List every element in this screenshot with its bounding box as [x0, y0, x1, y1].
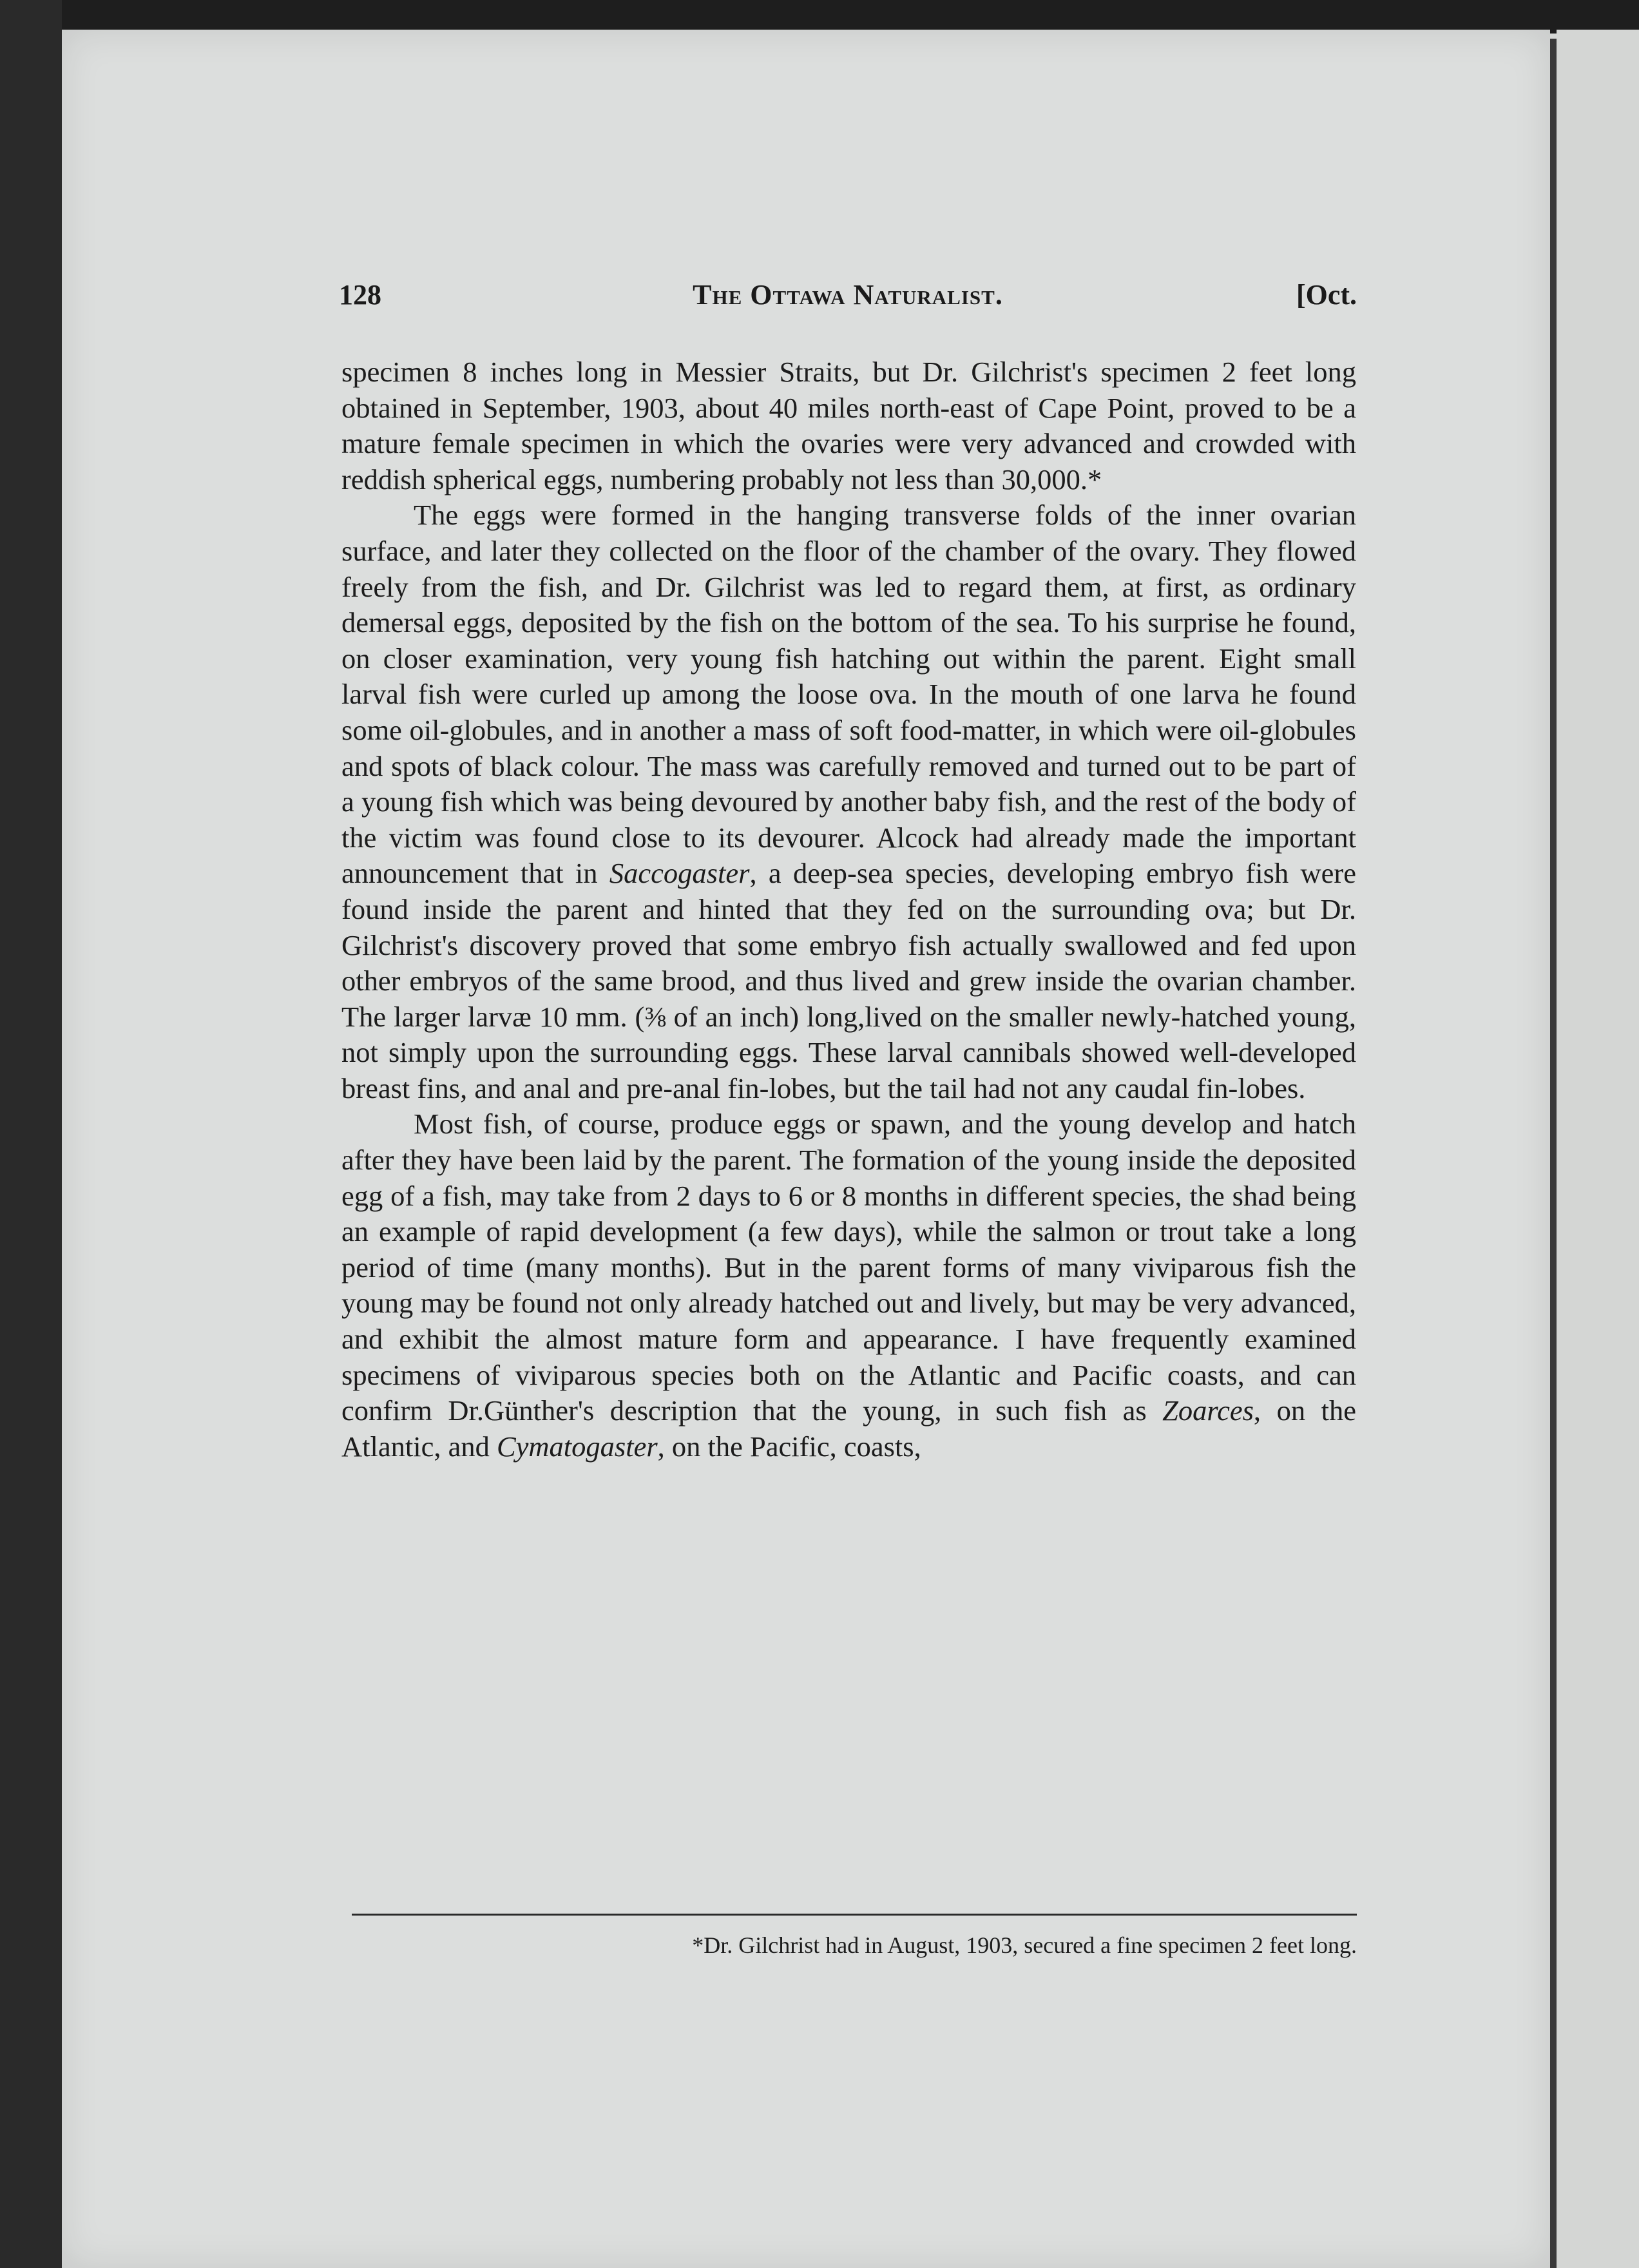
paragraph-1 — [341, 354, 1356, 497]
paragraph-2 — [341, 497, 1356, 1106]
footnote-divider — [352, 1914, 1357, 1916]
paragraph-3-text-b: , on the Atlantic, and — [341, 1394, 1356, 1463]
species-name-saccogaster: Saccogaster — [609, 857, 750, 890]
paragraph-2-text-a: The eggs were formed in the hanging transverse folds of the inner ovarian surface, and later they collected on the floor of the chamber of the ovary. They flowed freely from the fish, and Dr. Gilchrist was led to regard them, at first, as ordinary demersal eggs, deposited by the fish on the bottom of the sea. To his surprise he found, on closer examination, very young fish hatching out within the parent. Eight small larval fish were curled up among the loose ova. In the mouth of one larva he found some oil-globules, and in another a mass of soft food-matter, in which were oil-globules and spots of black colour. The mass was carefully removed and turned out to be part of a young fish which was being devoured by another baby fish, and the rest of the body of the victim was found close to its devourer. Alcock had already made the important announcement that in — [341, 499, 1356, 890]
footnote: *Dr. Gilchrist had in August, 1903, secured a fine specimen 2 feet long. — [692, 1932, 1357, 1958]
paragraph-3-text-a: Most fish, of course, produce eggs or spawn, and the young develop and hatch after they have been laid by the parent. The formation of the young inside the deposited egg of a fish, may take from 2 days to 6 or 8 months in different species, the shad being an example of rapid development (a few days), while the salmon or trout take a long period of time (many months). But in the parent forms of many viviparous fish the young may be found not only already hatched out and lively, but may be very advanced, and exhibit the almost mature form and appearance. I have frequently examined specimens of viviparous species both on the Atlantic and Pacific coasts, and can confirm Dr.Günther's description that the young, in such fish as — [341, 1108, 1356, 1427]
scan-left-border — [0, 0, 62, 2268]
paragraph-3-text-c: , on the Pacific, coasts, — [657, 1430, 921, 1463]
paragraph-1-text: specimen 8 inches long in Messier Straits, but Dr. Gilchrist's specimen 2 feet long obtained in September, 1903, about 40 miles north-east of Cape Point, proved to be a mature female specimen in which the ovaries were very advanced and crowded with reddish spherical eggs, numbering probably not less than 30,000.* — [341, 356, 1356, 495]
species-name-cymatogaster: Cymatogaster — [496, 1430, 658, 1463]
page-gutter — [1550, 39, 1557, 2268]
adjacent-page-edge — [1557, 30, 1639, 2268]
paragraph-2-text-b: , a deep-sea species, developing embryo fish were found inside the parent and hinted that they fed on the surrounding ova; but Dr. Gilchrist's discovery proved that some embryo fish actually swallowed and fed upon other embryos of the same brood, and thus lived and grew inside the ovarian chamber. The larger larvæ 10 mm. (⅜ of an inch) long,lived on the smaller newly-hatched young, not simply upon the surrounding eggs. These larval cannibals showed well-developed breast fins, and anal and pre-anal fin-lobes, but the tail had not any caudal fin-lobes. — [341, 857, 1356, 1104]
species-name-zoarces: Zoarces — [1162, 1394, 1254, 1427]
scan-top-border — [0, 0, 1639, 34]
running-header — [339, 278, 1357, 323]
page-number: 128 — [339, 279, 381, 311]
running-title: The Ottawa Naturalist. — [693, 279, 1003, 311]
paragraph-3 — [341, 1106, 1356, 1465]
article-body — [341, 354, 1356, 1465]
issue-month: [Oct. — [1296, 279, 1357, 311]
